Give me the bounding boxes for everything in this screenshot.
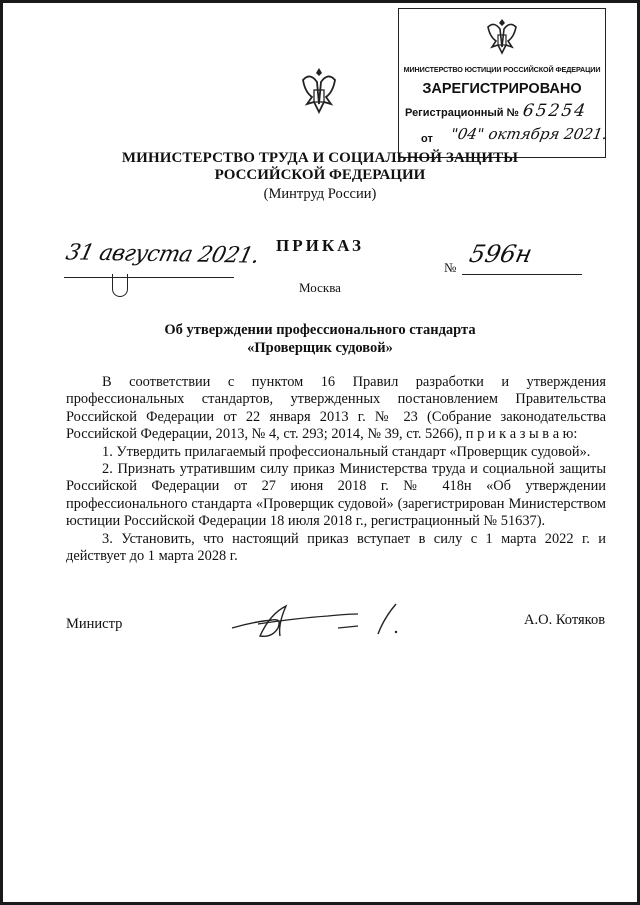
city: Москва <box>299 280 341 295</box>
subject-line1: Об утверждении профессионального стандарта <box>164 322 476 338</box>
order-body <box>66 374 606 565</box>
stamp-ministry: МИНИСТЕРСТВО ЮСТИЦИИ РОССИЙСКОЙ ФЕДЕРАЦИИ <box>403 65 601 74</box>
stamp-date: "04" октября 2021. <box>449 125 609 143</box>
stamp-registration-label: Регистрационный № <box>405 107 519 119</box>
number-underline <box>462 274 582 275</box>
subject-line2: «Проверщик судовой» <box>247 340 393 356</box>
order-number: 596н <box>467 240 535 268</box>
preamble-paragraph: В соответствии с пунктом 16 Правил разработки и утверждения профессиональных стандартов, утвержденных постановлением Правительства Российской Федерации от 22 января 2013 г. № 23 (Собрание законодательства Российской Федерации, 2013, № 4, ст. 293; 2014, № 39, ст. 5266), п р и к а з ы в а ю: <box>66 374 606 443</box>
ministry-short-name: (Минтруд России) <box>263 186 377 202</box>
date-underline <box>64 277 234 278</box>
scan-border-top <box>0 0 640 3</box>
order-number-label: № <box>444 260 457 275</box>
coat-of-arms-icon <box>297 64 341 122</box>
signatory-name: А.О. Котяков <box>524 612 606 628</box>
stamp-registration-number: 65254 <box>521 101 589 121</box>
clause-2: 2. Признать утратившим силу приказ Министерства труда и социальной защиты Российской Федерации от 27 июня 2018 г. № 418н «Об утверждении профессионального стандарта «Проверщик судовой» (зарегистрирован Министерством юстиции Российской Федерации 18 июля 2018 г., регистрационный № 51637). <box>66 461 606 530</box>
ministry-name-line2: РОССИЙСКОЙ ФЕДЕРАЦИИ <box>214 167 426 183</box>
clause-3: 3. Установить, что настоящий приказ вступает в силу с 1 марта 2022 г. и действует до 1 марта 2028 г. <box>66 530 606 565</box>
signatory-position: Министр <box>66 616 123 632</box>
clause-1: 1. Утвердить прилагаемый профессиональный стандарт «Проверщик судовой». <box>102 443 591 460</box>
stamp-date-prefix: от <box>421 133 433 145</box>
ministry-name-line1: МИНИСТЕРСТВО ТРУДА И СОЦИАЛЬНОЙ ЗАЩИТЫ <box>121 150 519 166</box>
scan-border-left <box>0 0 3 905</box>
coat-of-arms-icon <box>483 15 521 61</box>
registration-stamp <box>398 8 609 158</box>
stamp-title: ЗАРЕГИСТРИРОВАНО <box>422 81 582 97</box>
order-date: 31 августа 2021. <box>63 240 262 269</box>
handwritten-signature <box>228 598 408 644</box>
document-type: ПРИКАЗ <box>276 236 364 255</box>
